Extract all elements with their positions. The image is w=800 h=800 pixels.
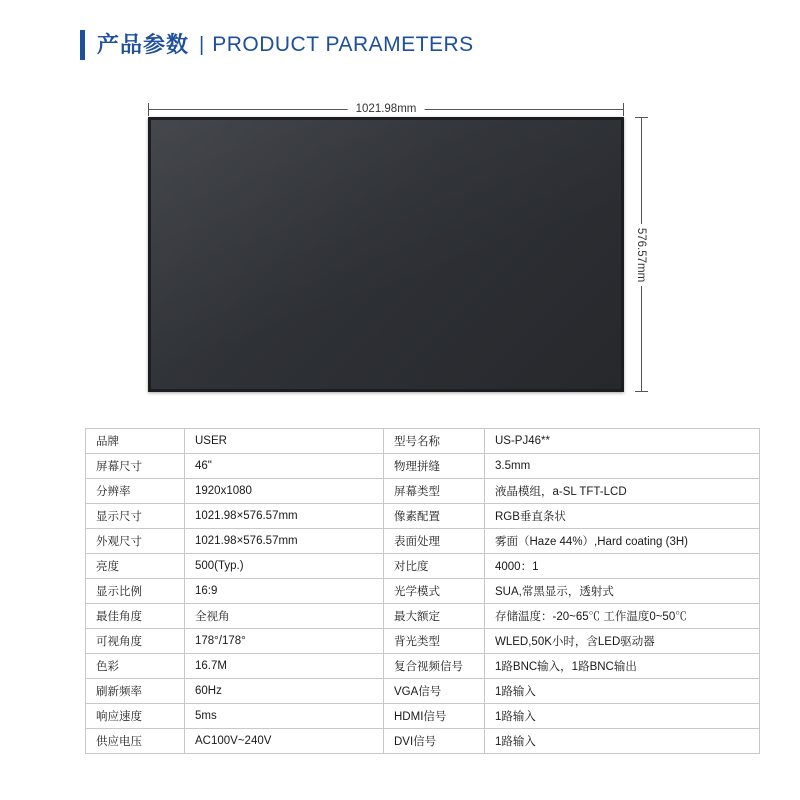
spec-key: 分辨率 — [86, 479, 185, 504]
spec-key: 表面处理 — [384, 529, 485, 554]
spec-value: 16:9 — [185, 579, 384, 604]
table-row — [86, 729, 760, 754]
display-panel-image — [148, 117, 624, 392]
header-accent-bar — [80, 30, 85, 60]
width-dimension-label: 1021.98mm — [348, 100, 425, 118]
spec-value: 4000：1 — [485, 554, 760, 579]
width-dimension-cap-right — [623, 103, 624, 116]
spec-value: 3.5mm — [485, 454, 760, 479]
spec-key: VGA信号 — [384, 679, 485, 704]
spec-key: 最大额定 — [384, 604, 485, 629]
spec-key: 色彩 — [86, 654, 185, 679]
spec-key: 供应电压 — [86, 729, 185, 754]
table-row — [86, 554, 760, 579]
specification-table — [85, 428, 760, 754]
height-dimension-label: 576.57mm — [632, 224, 650, 286]
spec-value: AC100V~240V — [185, 729, 384, 754]
table-row — [86, 679, 760, 704]
page-title-en: PRODUCT PARAMETERS — [212, 33, 474, 56]
spec-key: 对比度 — [384, 554, 485, 579]
display-panel-glare — [151, 120, 621, 389]
spec-key: 背光类型 — [384, 629, 485, 654]
product-illustration — [148, 92, 648, 402]
specification-table-body — [86, 429, 760, 754]
table-row — [86, 454, 760, 479]
spec-key: 亮度 — [86, 554, 185, 579]
height-dimension-line — [632, 117, 650, 392]
width-dimension-line — [148, 100, 624, 118]
height-dimension-cap-bottom — [635, 391, 648, 392]
width-dimension-cap-left — [148, 103, 149, 116]
page-header — [80, 26, 474, 64]
spec-key: 响应速度 — [86, 704, 185, 729]
table-row — [86, 579, 760, 604]
spec-key: 像素配置 — [384, 504, 485, 529]
table-row — [86, 629, 760, 654]
page-title-cn: 产品参数 — [97, 32, 190, 57]
spec-value: RGB垂直条状 — [485, 504, 760, 529]
table-row — [86, 529, 760, 554]
spec-key: 物理拼缝 — [384, 454, 485, 479]
table-row — [86, 479, 760, 504]
spec-value: 1021.98×576.57mm — [185, 529, 384, 554]
header-separator: | — [199, 34, 205, 56]
spec-value: 1路输入 — [485, 679, 760, 704]
spec-key: 型号名称 — [384, 429, 485, 454]
spec-value: 存储温度：-20~65℃ 工作温度0~50℃ — [485, 604, 760, 629]
spec-key: 屏幕尺寸 — [86, 454, 185, 479]
spec-key: 光学模式 — [384, 579, 485, 604]
spec-value: 5ms — [185, 704, 384, 729]
table-row — [86, 504, 760, 529]
spec-value: WLED,50K小时，含LED驱动器 — [485, 629, 760, 654]
spec-key: 品牌 — [86, 429, 185, 454]
spec-key: DVI信号 — [384, 729, 485, 754]
table-row — [86, 704, 760, 729]
spec-key: 最佳角度 — [86, 604, 185, 629]
spec-value: 液晶模组，a-SL TFT-LCD — [485, 479, 760, 504]
spec-key: 可视角度 — [86, 629, 185, 654]
spec-value: SUA,常黑显示，透射式 — [485, 579, 760, 604]
spec-value: 1路输入 — [485, 704, 760, 729]
spec-key: 显示比例 — [86, 579, 185, 604]
spec-key: 刷新频率 — [86, 679, 185, 704]
spec-value: 16.7M — [185, 654, 384, 679]
spec-value: 178°/178° — [185, 629, 384, 654]
spec-key: 显示尺寸 — [86, 504, 185, 529]
spec-value: 46" — [185, 454, 384, 479]
spec-key: 复合视频信号 — [384, 654, 485, 679]
spec-value: 全视角 — [185, 604, 384, 629]
spec-value: 60Hz — [185, 679, 384, 704]
height-dimension-cap-top — [635, 117, 648, 118]
spec-value: 1920x1080 — [185, 479, 384, 504]
spec-value: 500(Typ.) — [185, 554, 384, 579]
spec-value: US-PJ46** — [485, 429, 760, 454]
spec-value: 雾面（Haze 44%）,Hard coating (3H) — [485, 529, 760, 554]
spec-value: 1021.98×576.57mm — [185, 504, 384, 529]
spec-value: USER — [185, 429, 384, 454]
spec-key: HDMI信号 — [384, 704, 485, 729]
table-row — [86, 604, 760, 629]
spec-key: 外观尺寸 — [86, 529, 185, 554]
table-row — [86, 429, 760, 454]
spec-key: 屏幕类型 — [384, 479, 485, 504]
table-row — [86, 654, 760, 679]
spec-value: 1路输入 — [485, 729, 760, 754]
spec-value: 1路BNC输入，1路BNC输出 — [485, 654, 760, 679]
